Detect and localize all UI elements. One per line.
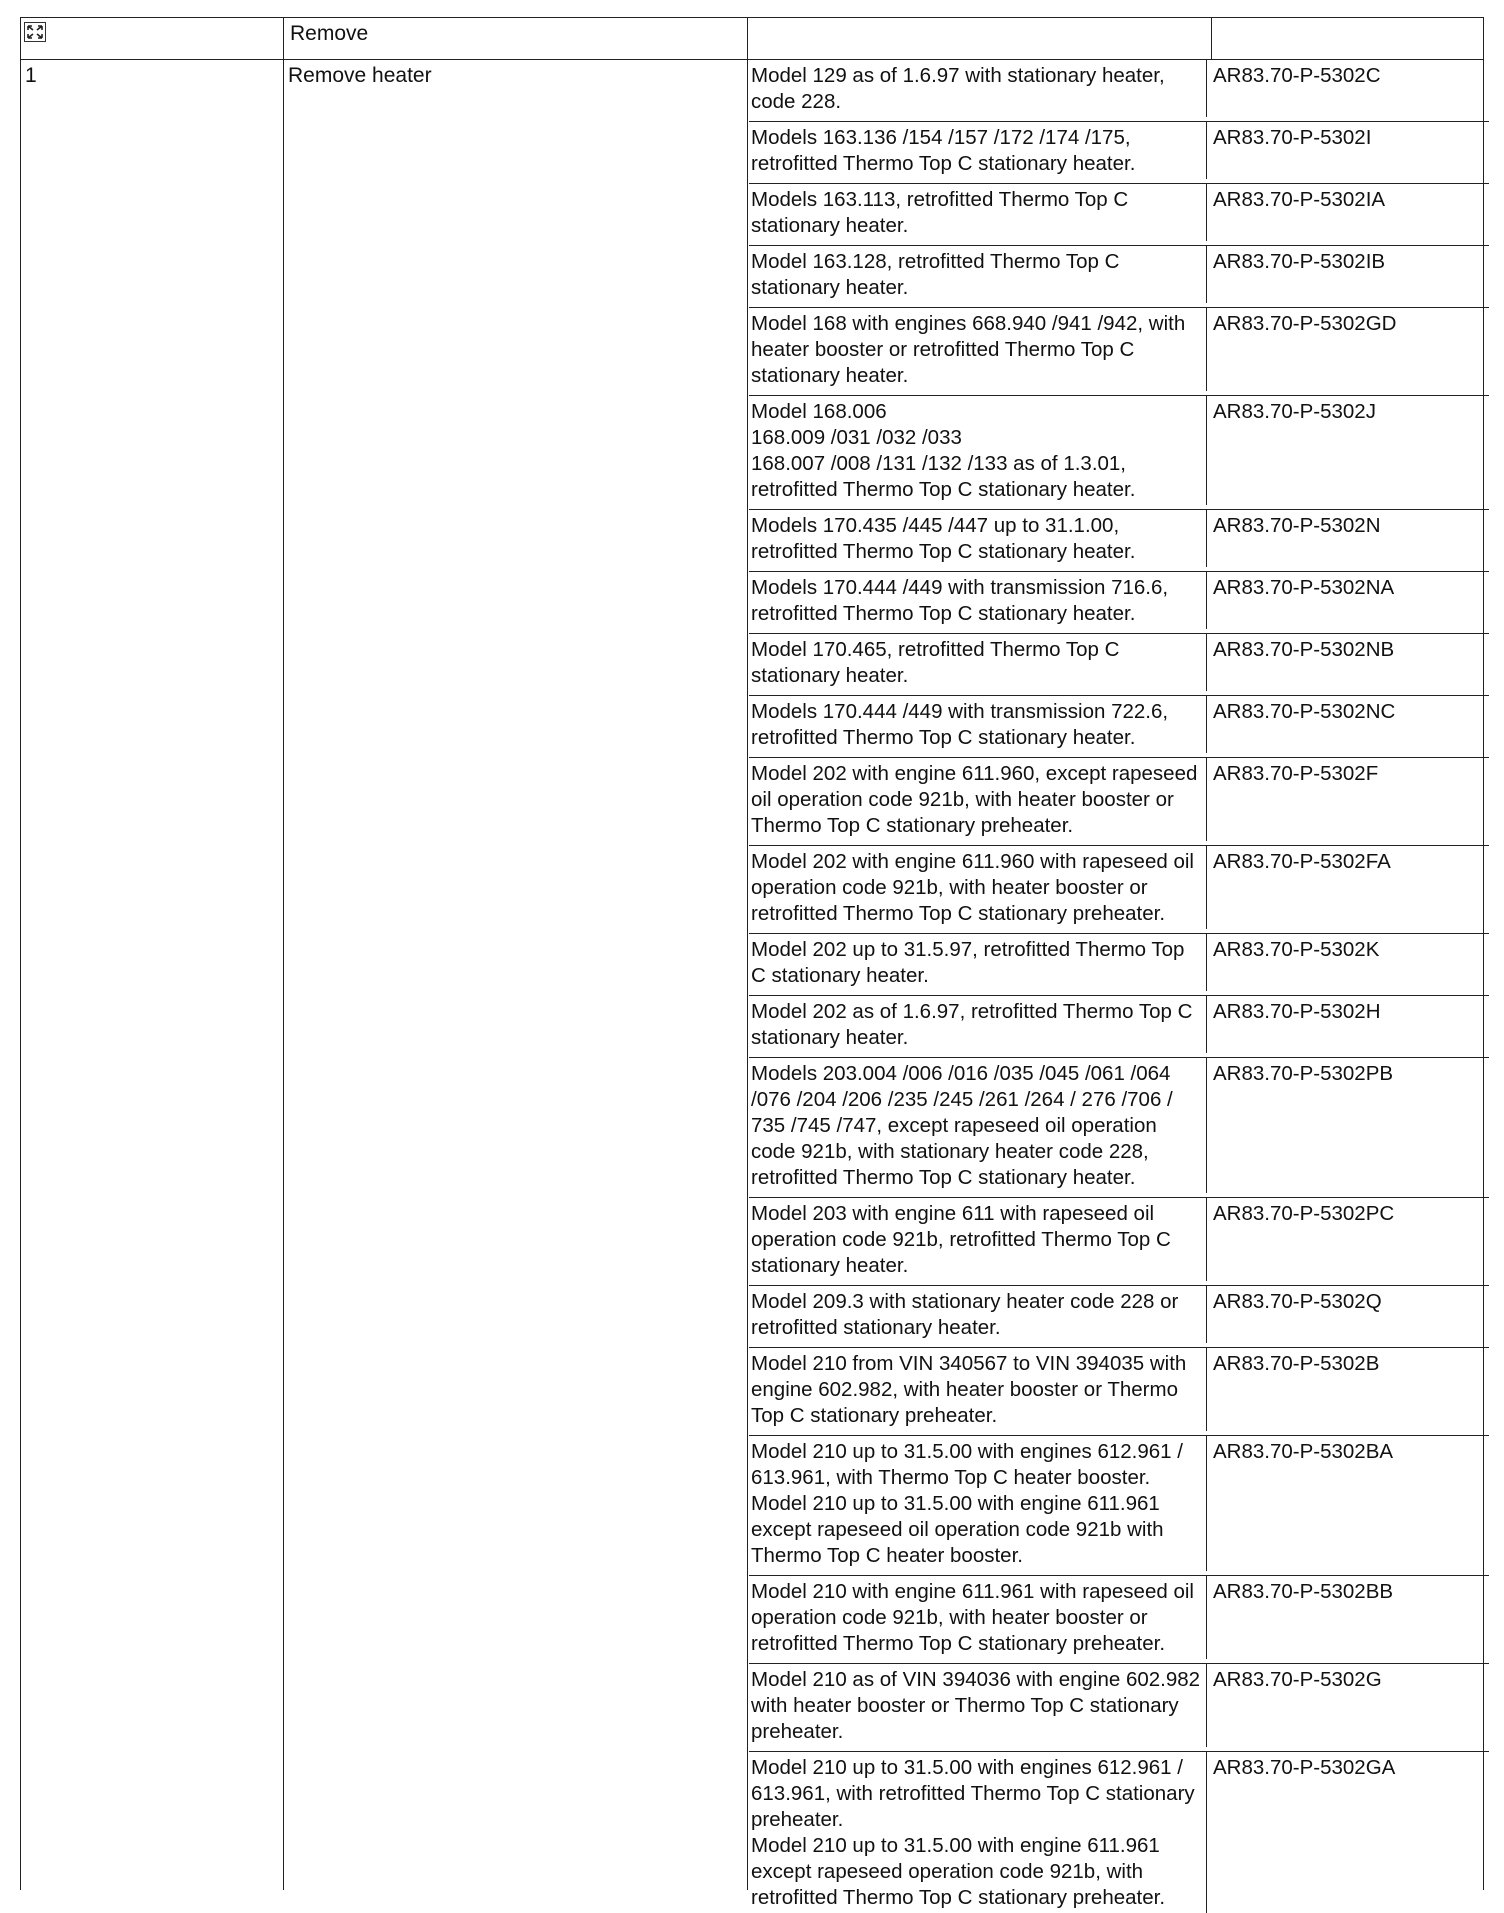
list-item: [749, 1197, 1489, 1281]
model-description: Model 210 up to 31.5.00 with engines 612.961 / 613.961, with retrofitted Thermo Top C stationary preheater. Model 210 up to 31.5.00 with engine 611.961 except rapeseed operation code 921b, with retrofitted Thermo Top C stationary preheater.: [749, 1752, 1207, 1913]
document-reference-link[interactable]: AR83.70-P-5302K: [1213, 938, 1380, 961]
list-item: [749, 1285, 1489, 1343]
document-reference-link[interactable]: AR83.70-P-5302B: [1213, 1352, 1380, 1375]
document-reference-link[interactable]: AR83.70-P-5302H: [1213, 1000, 1381, 1023]
list-item: [749, 183, 1489, 241]
list-item: [749, 757, 1489, 841]
step-number-cell: [21, 60, 283, 1890]
model-description: Models 163.113, retrofitted Thermo Top C stationary heater.: [749, 184, 1207, 241]
document-reference-link[interactable]: AR83.70-P-5302IB: [1213, 250, 1386, 273]
document-reference-link[interactable]: AR83.70-P-5302FA: [1213, 850, 1391, 873]
table-header-row: [20, 17, 1484, 59]
list-item: [749, 1057, 1489, 1193]
document-reference-link[interactable]: AR83.70-P-5302NA: [1213, 576, 1395, 599]
list-item: [749, 121, 1489, 179]
list-item: [749, 395, 1489, 505]
document-reference-link[interactable]: AR83.70-P-5302NC: [1213, 700, 1396, 723]
model-description: Models 170.435 /445 /447 up to 31.1.00, retrofitted Thermo Top C stationary heater.: [749, 510, 1207, 567]
model-description: Model 210 from VIN 340567 to VIN 394035 with engine 602.982, with heater booster or Thermo Top C stationary preheater.: [749, 1348, 1207, 1431]
model-description: Model 202 as of 1.6.97, retrofitted Thermo Top C stationary heater.: [749, 996, 1207, 1053]
model-description: Model 202 with engine 611.960, except rapeseed oil operation code 921b, with heater booster or Thermo Top C stationary preheater.: [749, 758, 1207, 841]
list-item: [749, 509, 1489, 567]
header-title: Remove: [290, 22, 369, 45]
model-entry-list: [749, 60, 1489, 1913]
model-description: Model 210 with engine 611.961 with rapeseed oil operation code 921b, with heater booster or retrofitted Thermo Top C stationary preheater.: [749, 1576, 1207, 1659]
expand-icon[interactable]: [24, 22, 46, 42]
model-description: Model 202 with engine 611.960 with rapeseed oil operation code 921b, with heater booster or retrofitted Thermo Top C stationary preheater.: [749, 846, 1207, 929]
document-reference-link[interactable]: AR83.70-P-5302F: [1213, 762, 1379, 785]
list-item: [749, 60, 1489, 117]
list-item: [749, 995, 1489, 1053]
document-reference-link[interactable]: AR83.70-P-5302PC: [1213, 1202, 1395, 1225]
model-description: Model 168.006 168.009 /031 /032 /033 168.007 /008 /131 /132 /133 as of 1.3.01, retrofitted Thermo Top C stationary heater.: [749, 396, 1207, 505]
model-description: Model 209.3 with stationary heater code 228 or retrofitted stationary heater.: [749, 1286, 1207, 1343]
model-description: Model 210 as of VIN 394036 with engine 602.982 with heater booster or Thermo Top C stationary preheater.: [749, 1664, 1207, 1747]
list-item: [749, 1663, 1489, 1747]
document-reference-link[interactable]: AR83.70-P-5302C: [1213, 64, 1381, 87]
document-reference-link[interactable]: AR83.70-P-5302IA: [1213, 188, 1386, 211]
procedure-table: [20, 17, 1484, 1909]
step-row: [20, 59, 1484, 1909]
document-reference-link[interactable]: AR83.70-P-5302NB: [1213, 638, 1395, 661]
model-description: Model 202 up to 31.5.97, retrofitted Thermo Top C stationary heater.: [749, 934, 1207, 991]
model-description: Model 163.128, retrofitted Thermo Top C stationary heater.: [749, 246, 1207, 303]
document-reference-link[interactable]: AR83.70-P-5302BA: [1213, 1440, 1394, 1463]
document-reference-link[interactable]: AR83.70-P-5302J: [1213, 400, 1376, 423]
model-description: Model 168 with engines 668.940 /941 /942, with heater booster or retrofitted Thermo Top C stationary heater.: [749, 308, 1207, 391]
list-item: [749, 1347, 1489, 1431]
list-item: [749, 1751, 1489, 1913]
step-number: 1: [25, 64, 37, 87]
document-reference-link[interactable]: AR83.70-P-5302I: [1213, 126, 1372, 149]
step-action: Remove heater: [288, 64, 432, 87]
list-item: [749, 245, 1489, 303]
model-description: Model 129 as of 1.6.97 with stationary heater, code 228.: [749, 60, 1207, 117]
header-icon-cell: [21, 18, 283, 59]
header-empty-cell: [748, 18, 1211, 59]
document-reference-link[interactable]: AR83.70-P-5302G: [1213, 1668, 1382, 1691]
list-item: [749, 307, 1489, 391]
list-item: [749, 1435, 1489, 1571]
document-reference-link[interactable]: AR83.70-P-5302GA: [1213, 1756, 1396, 1779]
model-description: Models 163.136 /154 /157 /172 /174 /175, retrofitted Thermo Top C stationary heater.: [749, 122, 1207, 179]
model-description: Model 170.465, retrofitted Thermo Top C stationary heater.: [749, 634, 1207, 691]
model-description: Model 203 with engine 611 with rapeseed oil operation code 921b, retrofitted Thermo Top C stationary heater.: [749, 1198, 1207, 1281]
model-description: Model 210 up to 31.5.00 with engines 612.961 / 613.961, with Thermo Top C heater booster. Model 210 up to 31.5.00 with engine 611.961 except rapeseed oil operation code 921b with Thermo Top C heater booster.: [749, 1436, 1207, 1571]
list-item: [749, 1575, 1489, 1659]
list-item: [749, 933, 1489, 991]
list-item: [749, 695, 1489, 753]
document-reference-link[interactable]: AR83.70-P-5302PB: [1213, 1062, 1394, 1085]
document-reference-link[interactable]: AR83.70-P-5302GD: [1213, 312, 1397, 335]
list-item: [749, 845, 1489, 929]
document-reference-link[interactable]: AR83.70-P-5302BB: [1213, 1580, 1394, 1603]
step-action-cell: [284, 60, 747, 1890]
document-reference-link[interactable]: AR83.70-P-5302Q: [1213, 1290, 1382, 1313]
model-description: Models 203.004 /006 /016 /035 /045 /061 /064 /076 /204 /206 /235 /245 /261 /264 / 276 /706 / 735 /745 /747, except rapeseed oil operation code 921b, with stationary heater code 228, retrofitted Thermo Top C stationary heater.: [749, 1058, 1207, 1193]
document-reference-link[interactable]: AR83.70-P-5302N: [1213, 514, 1381, 537]
model-description: Models 170.444 /449 with transmission 722.6, retrofitted Thermo Top C stationary heater.: [749, 696, 1207, 753]
header-empty-cell-2: [1212, 18, 1483, 59]
list-item: [749, 571, 1489, 629]
model-description: Models 170.444 /449 with transmission 716.6, retrofitted Thermo Top C stationary heater.: [749, 572, 1207, 629]
list-item: [749, 633, 1489, 691]
header-title-cell: [284, 18, 747, 59]
